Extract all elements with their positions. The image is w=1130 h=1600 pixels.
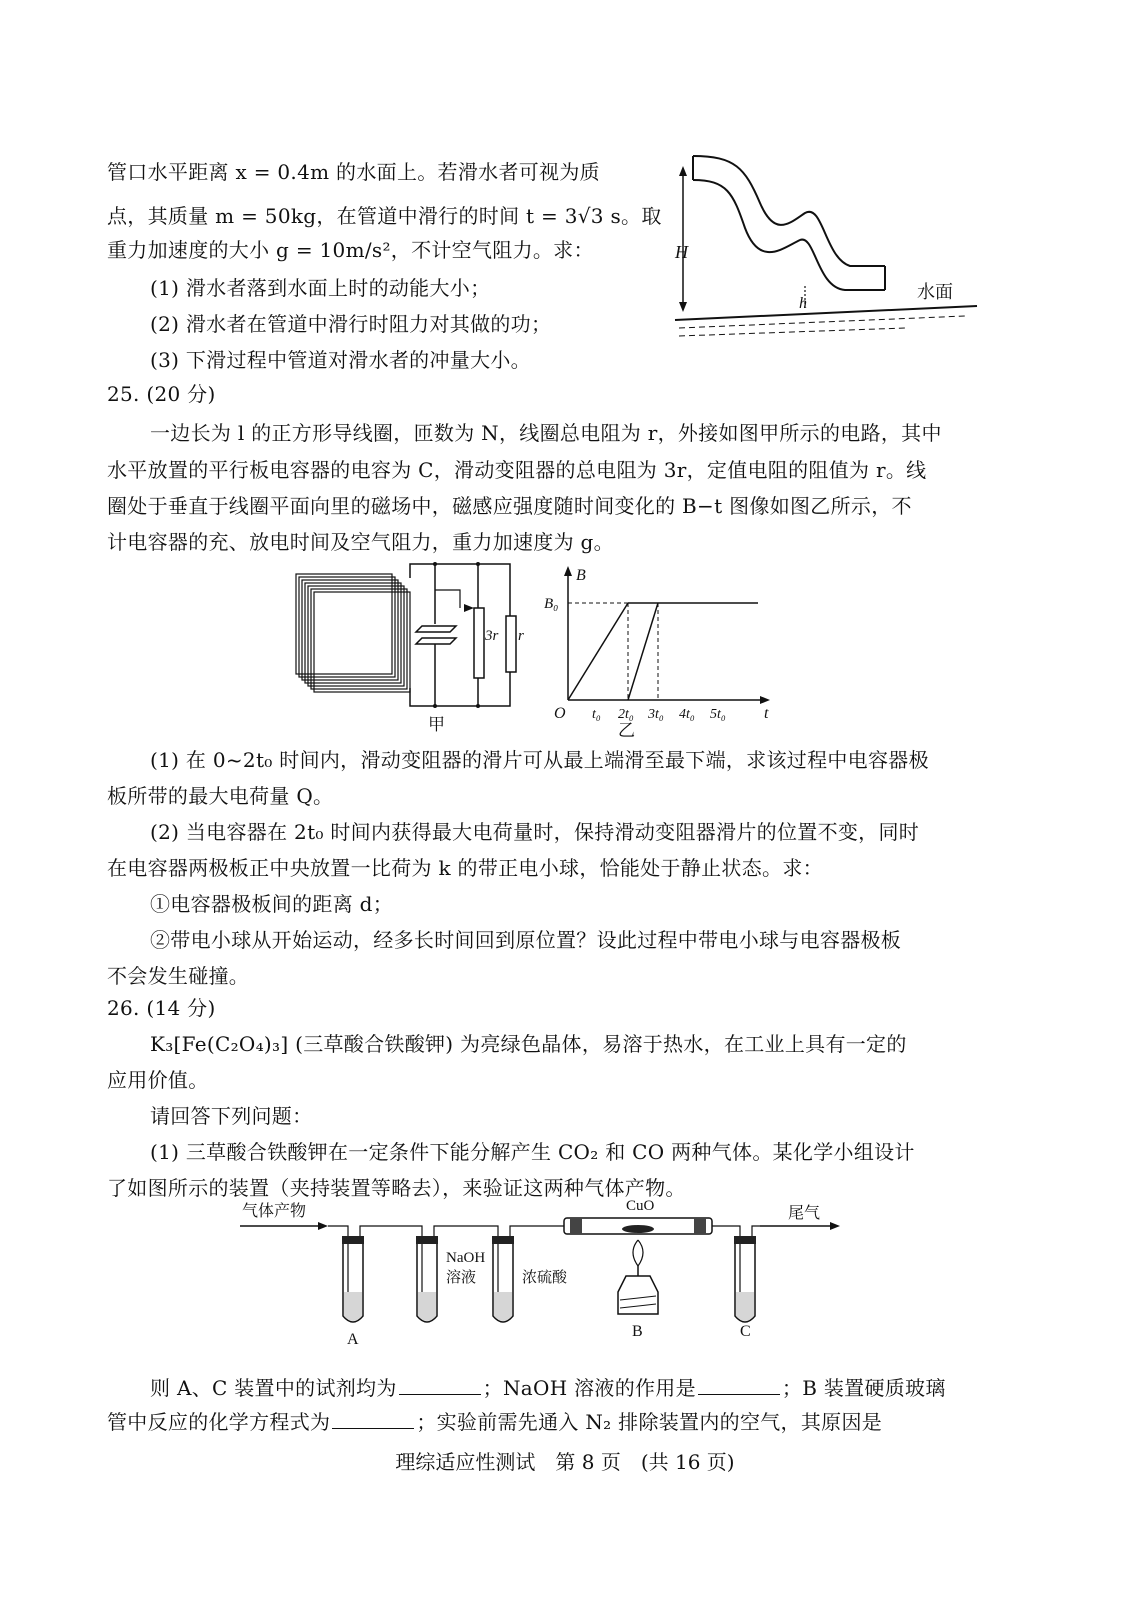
resistor-r: [506, 616, 516, 672]
circuit-diagram: [290, 560, 530, 740]
caption-yi: 乙: [618, 721, 635, 740]
q25-question-2e: 不会发生碰撞。: [107, 964, 250, 988]
slide-tube-lower: [693, 180, 885, 290]
label-cuo: CuO: [626, 1198, 655, 1214]
q25-question-2a: (2) 当电容器在 2t₀ 时间内获得最大电荷量时，保持滑动变阻器滑片的位置不变，同时: [150, 820, 920, 844]
water-slide-figure: [665, 148, 985, 348]
test-tube-h2so4: [492, 1236, 514, 1322]
slide-tube-upper: [693, 156, 885, 266]
y-axis-arrow: [564, 566, 572, 576]
rheostat-3r: [474, 608, 484, 678]
q26-tail-text-2a: 管中反应的化学方程式为: [107, 1410, 331, 1434]
junction-dot: [476, 704, 480, 708]
q25-intro-1: 一边长为 l 的正方形导线圈，匝数为 N，线圈总电阻为 r，外接如图甲所示的电路，其中: [150, 421, 942, 445]
alcohol-lamp: [618, 1240, 658, 1314]
label-3r: 3r: [485, 628, 499, 644]
water-surface: [675, 306, 977, 320]
q25-question-1b: 板所带的最大电荷量 Q。: [107, 784, 334, 808]
q25-question-2d: ②带电小球从开始运动，经多长时间回到原位置？设此过程中带电小球与电容器极板: [150, 928, 902, 952]
caption-jia: 甲: [428, 715, 445, 734]
arrowhead-top: [679, 166, 687, 176]
x-axis-label: t: [764, 705, 769, 722]
tick-2t0: 2t₀: [618, 707, 634, 722]
rheostat-slider-wire: [435, 590, 460, 608]
y-axis-label: B: [576, 567, 586, 584]
q26-tail-text-1c: ；B 装置硬质玻璃: [781, 1376, 946, 1400]
q24-sub-2: (2) 滑水者在管道中滑行时阻力对其做的功；: [150, 312, 552, 336]
x-axis-arrow: [760, 696, 770, 704]
apparatus-diagram: [240, 1196, 860, 1356]
answer-blank-2[interactable]: [698, 1380, 780, 1395]
page-footer: 理综适应性测试 第 8 页 (共 16 页): [395, 1450, 735, 1474]
tick-5t0: 5t₀: [710, 707, 726, 722]
q25-question-2b: 在电容器两极板正中央放置一比荷为 k 的带正电小球，恰能处于静止状态。求：: [107, 856, 823, 880]
q25-intro-4: 计电容器的充、放电时间及空气阻力，重力加速度为 g。: [107, 530, 614, 554]
label-a: A: [347, 1331, 359, 1348]
junction-dot: [433, 562, 437, 566]
label-r: r: [518, 628, 524, 644]
hard-glass-tube: [564, 1218, 712, 1234]
junction-dot: [476, 562, 480, 566]
q26-intro-2: 应用价值。: [107, 1068, 209, 1092]
q25-question-1a: (1) 在 0~2t₀ 时间内，滑动变阻器的滑片可从最上端滑至最下端，求该过程中电容器极: [150, 748, 929, 772]
q24-line-3: 重力加速度的大小 g = 10m/s²，不计空气阻力。求：: [107, 238, 594, 262]
q25-intro-2: 水平放置的平行板电容器的电容为 C，滑动变阻器的总电阻为 3r，定值电阻的阻值为 r。线: [107, 458, 927, 482]
gas-in-arrowhead: [318, 1222, 328, 1230]
tube-connect-6: [752, 1226, 760, 1236]
q25-question-2c: ①电容器极板间的距离 d；: [150, 892, 394, 916]
tube-connect-2: [360, 1226, 422, 1304]
q26-tail-line-2: [107, 1412, 882, 1432]
q24-line-1: 管口水平距离 x = 0.4m 的水面上。若滑水者可视为质: [107, 160, 600, 184]
label-gas-in: 气体产物: [242, 1203, 307, 1220]
q25-header: 25. (20 分): [107, 382, 216, 406]
arrowhead-bottom: [679, 302, 687, 312]
tick-4t0: 4t₀: [679, 707, 695, 722]
b0-label: B₀: [544, 596, 559, 612]
label-tail-gas: 尾气: [788, 1205, 821, 1222]
b-ramp-1: [568, 603, 628, 700]
answer-blank-3[interactable]: [332, 1414, 414, 1429]
q26-header: 26. (14 分): [107, 996, 216, 1020]
label-h2so4: 浓硫酸: [522, 1270, 568, 1286]
q24-sub-1: (1) 滑水者落到水面上时的动能大小；: [150, 276, 491, 300]
capacitor-plate-top: [416, 626, 456, 632]
label-naoh-1: NaOH: [446, 1250, 486, 1266]
q26-tail-text-2b: ；实验前需先通入 N₂ 排除装置内的空气，其原因是: [416, 1410, 883, 1434]
tube-connect-4: [510, 1226, 564, 1236]
water-dash-2: [679, 328, 905, 336]
q25-intro-3: 圈处于垂直于线圈平面向里的磁场中，磁感应强度随时间变化的 B−t 图像如图乙所示，不: [107, 494, 912, 518]
tail-gas-arrowhead: [830, 1222, 840, 1230]
bt-graph: [538, 562, 778, 742]
test-tube-a: [342, 1236, 364, 1322]
test-tube-c: [734, 1236, 756, 1322]
q24-sub-3: (3) 下滑过程中管道对滑水者的冲量大小。: [150, 348, 531, 372]
label-b: B: [632, 1323, 643, 1340]
tick-t0: t₀: [592, 707, 601, 722]
label-naoh-2: 溶液: [446, 1270, 477, 1286]
tick-3t0: 3t₀: [648, 707, 664, 722]
test-tube-naoh: [416, 1236, 438, 1322]
q26-tail-text-1b: ；NaOH 溶液的作用是: [482, 1376, 696, 1400]
capacitor-plate-bottom: [416, 638, 456, 644]
q24-line-2: 点，其质量 m = 50kg，在管道中滑行的时间 t = 3√3 s。取: [107, 204, 662, 228]
q26-intro-3: 请回答下列问题：: [150, 1104, 313, 1128]
q26-intro-1: K₃[Fe(C₂O₄)₃] (三草酸合铁酸钾) 为亮绿色晶体，易溶于热水，在工业上具有一定的: [150, 1032, 907, 1056]
origin-label: O: [554, 705, 566, 722]
q26-tail-line-1: [150, 1378, 946, 1398]
label-h: h: [799, 295, 807, 312]
answer-blank-1[interactable]: [399, 1380, 481, 1395]
junction-dot: [433, 704, 437, 708]
coil-square: [296, 574, 410, 692]
label-H: H: [675, 242, 688, 262]
q26-intro-5: 了如图所示的装置（夹持装置等略去），来验证这两种气体产物。: [107, 1176, 686, 1200]
label-c: C: [740, 1323, 751, 1340]
bottom-wire: [410, 646, 510, 706]
b-ramp-2: [628, 603, 658, 700]
q26-tail-text-1a: 则 A、C 装置中的试剂均为: [150, 1376, 397, 1400]
label-water: 水面: [917, 282, 953, 302]
q26-intro-4: (1) 三草酸合铁酸钾在一定条件下能分解产生 CO₂ 和 CO 两种气体。某化学小组设计: [150, 1140, 915, 1164]
rheostat-slider-arrow: [464, 604, 474, 612]
